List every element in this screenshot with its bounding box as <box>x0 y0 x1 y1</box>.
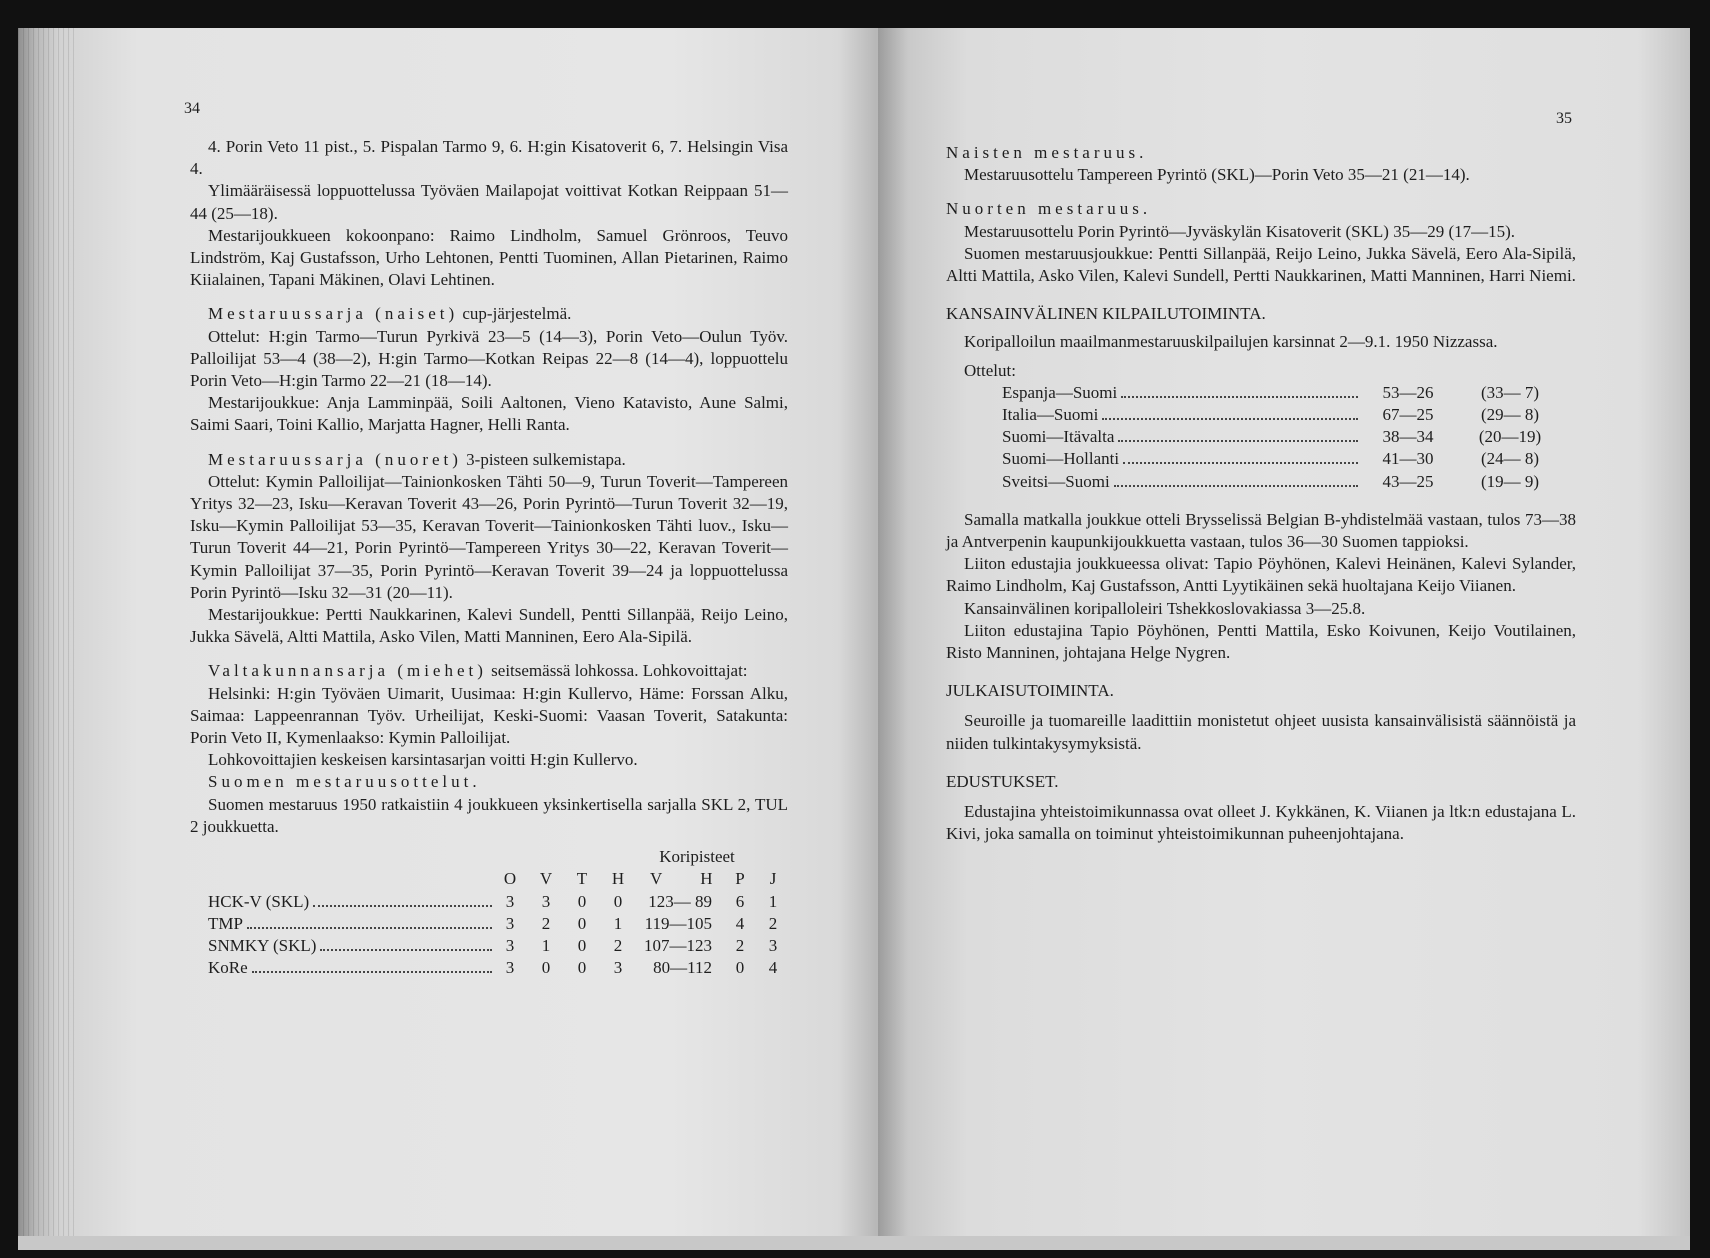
match-score: 41—30 <box>1382 449 1434 469</box>
page-edges <box>18 28 78 1250</box>
table-row <box>1002 382 1562 404</box>
section-heading: JULKAISUTOIMINTA. <box>946 681 1114 701</box>
paragraph: Edustajina yhteistoimikunnassa ovat olleet J. Kykkänen, K. Viianen ja ltk:n edustajana L. Kivi, joka samalla on toiminut yhteistoimikunnan puheenjohtajana. <box>946 802 1576 844</box>
table-cell: 1 <box>768 891 778 911</box>
table-cell: 3 <box>613 958 623 978</box>
column-header: P <box>735 869 745 889</box>
page-number-right: 35 <box>1556 110 1572 127</box>
paragraph: Ottelut: H:gin Tarmo—Turun Pyrkivä 23—5 (14—3), Porin Veto—Oulun Työv. Palloilijat 53—4 (38—2), H:gin Tarmo—Kotkan Reipas 22—8 (14—4), loppuottelu Porin Veto—H:gin Tarmo 22—21 (18—14). <box>190 326 788 391</box>
match-teams: Italia—Suomi <box>1002 405 1099 425</box>
table-cell: 0 <box>613 891 623 911</box>
match-teams: Sveitsi—Suomi <box>1002 471 1110 491</box>
right-page-content <box>946 142 1576 845</box>
match-score: 43—25 <box>1382 471 1434 491</box>
match-halftime: (29— 8) <box>1480 405 1540 425</box>
column-header: H <box>611 869 625 889</box>
paragraph: Suomen mestaruusjoukkue: Pentti Sillanpää, Reijo Leino, Jukka Sävelä, Eero Ala-Sipilä, Altti Mattila, Asko Vilen, Kalevi Sundell, Pertti Naukkarinen, Matti Manninen, Harri Niemi. <box>946 243 1576 286</box>
match-halftime: (24— 8) <box>1480 449 1540 469</box>
paragraph: Liiton edustajina Tapio Pöyhönen, Pentti Mattila, Esko Koivunen, Keijo Voutilainen, Risto Manninen, johtajana Helge Nygren. <box>946 620 1576 663</box>
team-name: KoRe <box>208 958 248 978</box>
right-page <box>878 28 1690 1250</box>
table-cell: 2 <box>541 913 551 933</box>
page-bottom-edge <box>878 1236 1690 1250</box>
table-row <box>1002 426 1562 448</box>
paragraph: Lohkovoittajien keskeisen karsintasarjan voitti H:gin Kullervo. <box>208 750 638 770</box>
team-name: TMP <box>208 913 243 933</box>
table-cell: 2 <box>768 913 778 933</box>
paragraph: Ylimääräisessä loppuottelussa Työväen Mailapojat voittivat Kotkan Reippaan 51—44 (25—18). <box>190 181 788 223</box>
match-teams: Espanja—Suomi <box>1002 382 1118 402</box>
paragraph: Liiton edustajia joukkueessa olivat: Tapio Pöyhönen, Kalevi Heinänen, Kalevi Sylander, Raimo Lindholm, Kaj Gustafsson, Antti Lyytikäinen sekä huoltajana Keijo Viianen. <box>946 554 1576 596</box>
column-header: V H <box>650 869 713 889</box>
match-score: 53—26 <box>1382 382 1434 402</box>
table-cell: 3 <box>505 891 515 911</box>
table-row <box>1002 448 1562 470</box>
table-cell: 0 <box>577 935 587 955</box>
paragraph-text: cup-järjestelmä. <box>458 304 572 324</box>
table-cell: 0 <box>577 958 587 978</box>
table-cell: 3 <box>768 935 778 955</box>
paragraph: Seuroille ja tuomareille laadittiin monistetut ohjeet uusista kansainvälisistä säännöistä ja niiden tulkintakysymyksistä. <box>946 711 1576 753</box>
spaced-heading: Nuorten mestaruus. <box>946 199 1152 219</box>
page-number-left: 34 <box>184 100 200 117</box>
table-cell: 1 <box>613 913 623 933</box>
paragraph: Helsinki: H:gin Työväen Uimarit, Uusimaa: H:gin Kullervo, Häme: Forssan Alku, Saimaa: Lappeenrannan Työv. Urheilijat, Keski-Suomi: Vaasan Toverit, Satakunta: Porin Veto II, Kymenlaakso: Kymin Palloilijat. <box>190 683 788 748</box>
paragraph <box>190 449 788 471</box>
table-cell: 3 <box>505 935 515 955</box>
spaced-heading: Naisten mestaruus. <box>946 143 1148 162</box>
table-cell: 1 <box>541 935 551 955</box>
matches-table <box>1002 382 1562 493</box>
koripisteet-header: Koripisteet <box>659 847 735 867</box>
table-cell: 2 <box>735 935 745 955</box>
spaced-heading: Mestaruussarja (naiset) <box>208 304 459 324</box>
team-name: HCK-V (SKL) <box>208 891 310 911</box>
match-halftime: (33— 7) <box>1480 382 1540 402</box>
match-halftime: (19— 9) <box>1480 471 1540 491</box>
table-cell: 4 <box>768 958 778 978</box>
paragraph: Samalla matkalla joukkue otteli Brysselissä Belgian B-yhdistelmää vastaan, tulos 73—38 ja Antverpenin kaupunkijoukkuetta vastaan, tulos 36—30 Suomen tappioksi. <box>946 509 1576 552</box>
table-cell: 107—123 <box>644 935 712 955</box>
table-cell: 2 <box>613 935 623 955</box>
book-spread <box>18 28 1690 1250</box>
paragraph: Ottelut: Kymin Palloilijat—Tainionkosken Tähti 50—9, Turun Toverit—Tampereen Yritys 32—23, Isku—Keravan Toverit 43—26, Porin Pyrintö—Turun Toverit 32—19, Isku—Kymin Palloilijat 53—35, Keravan Toverit—Tainionkosken Tähti luov., Isku—Turun Toverit 44—21, Porin Pyrintö—Tampereen Yritys 30—22, Keravan Toverit—Kymin Palloilijat 37—35, Porin Pyrintö—Keravan Toverit 39—24 ja loppuottelussa Porin Pyrintö—Isku 32—31 (20—11). <box>190 471 788 602</box>
paragraph: Koripalloilun maailmanmestaruuskilpailujen karsinnat 2—9.1. 1950 Nizzassa. <box>964 332 1498 352</box>
table-cell: 119—105 <box>644 913 712 933</box>
spaced-heading: Mestaruussarja (nuoret) <box>208 449 462 469</box>
match-teams: Suomi—Itävalta <box>1002 427 1115 447</box>
paragraph: Mestaruusottelu Porin Pyrintö—Jyväskylän Kisatoverit (SKL) 35—29 (17—15). <box>964 221 1516 241</box>
spaced-heading: Valtakunnansarja (miehet) <box>208 661 487 681</box>
match-teams: Suomi—Hollanti <box>1002 449 1120 469</box>
left-page-content <box>190 136 788 979</box>
match-score: 67—25 <box>1382 405 1434 425</box>
table-cell: 80—112 <box>653 958 712 978</box>
paragraph-text: 3-pisteen sulkemistapa. <box>461 449 626 469</box>
paragraph: 4. Porin Veto 11 pist., 5. Pispalan Tarmo 9, 6. H:gin Kisatoverit 6, 7. Helsingin Visa 4. <box>190 137 788 179</box>
paragraph: Suomen mestaruus 1950 ratkaistiin 4 joukkueen yksinkertisella sarjalla SKL 2, TUL 2 joukkuetta. <box>190 794 788 836</box>
section-heading: KANSAINVÄLINEN KILPAILUTOIMINTA. <box>946 304 1266 324</box>
table-row <box>208 935 788 957</box>
column-header: T <box>576 869 588 889</box>
table-cell: 0 <box>541 958 551 978</box>
table-row <box>208 913 788 935</box>
table-row <box>1002 471 1562 493</box>
column-header: J <box>769 869 777 889</box>
paragraph: Mestarijoukkue: Anja Lamminpää, Soili Aaltonen, Vieno Katavisto, Aune Salmi, Saimi Saari, Toini Kallio, Marjatta Hagner, Helli Ranta. <box>190 393 788 435</box>
table-cell: 123— 89 <box>648 891 712 911</box>
table-cell: 3 <box>541 891 551 911</box>
column-header: O <box>503 869 517 889</box>
table-cell: 3 <box>505 958 515 978</box>
table-cell: 0 <box>577 913 587 933</box>
table-cell: 4 <box>735 913 745 933</box>
paragraph: Mestarijoukkueen kokoonpano: Raimo Lindholm, Samuel Grönroos, Teuvo Lindström, Kaj Gustafsson, Urho Lehtonen, Pentti Tuominen, Allan Pietarinen, Raimo Kiialainen, Tapani Mäkinen, Olavi Lehtinen. <box>190 225 788 290</box>
match-halftime: (20—19) <box>1478 427 1542 447</box>
page-bottom-edge <box>18 1236 878 1250</box>
table-cell: 3 <box>505 913 515 933</box>
table-row <box>1002 404 1562 426</box>
match-score: 38—34 <box>1382 427 1434 447</box>
section-heading: EDUSTUKSET. <box>946 771 1059 791</box>
left-page <box>18 28 878 1250</box>
paragraph-text: seitsemässä lohkossa. Lohkovoittajat: <box>486 661 748 681</box>
table-row <box>208 957 788 979</box>
paragraph <box>190 660 788 682</box>
paragraph: Mestaruusottelu Tampereen Pyrintö (SKL)—Porin Veto 35—21 (21—14). <box>964 165 1470 185</box>
ottelut-label: Ottelut: <box>964 360 1016 380</box>
table-cell: 0 <box>577 891 587 911</box>
paragraph <box>190 303 788 325</box>
spaced-heading: Suomen mestaruusottelut. <box>208 772 481 792</box>
paragraph: Mestarijoukkue: Pertti Naukkarinen, Kalevi Sundell, Pentti Sillanpää, Reijo Leino, Jukka Sävelä, Altti Mattila, Asko Vilen, Matti Manninen, Eero Ala-Sipilä. <box>190 605 788 647</box>
team-name: SNMKY (SKL) <box>208 935 317 955</box>
standings-table <box>208 846 788 979</box>
column-header: V <box>539 869 553 889</box>
table-row <box>208 891 788 913</box>
paragraph: Kansainvälinen koripalloleiri Tshekkoslovakiassa 3—25.8. <box>964 598 1366 618</box>
table-cell: 6 <box>735 891 745 911</box>
table-cell: 0 <box>735 958 745 978</box>
table-header-row <box>208 868 788 890</box>
table-header-row <box>208 846 788 868</box>
